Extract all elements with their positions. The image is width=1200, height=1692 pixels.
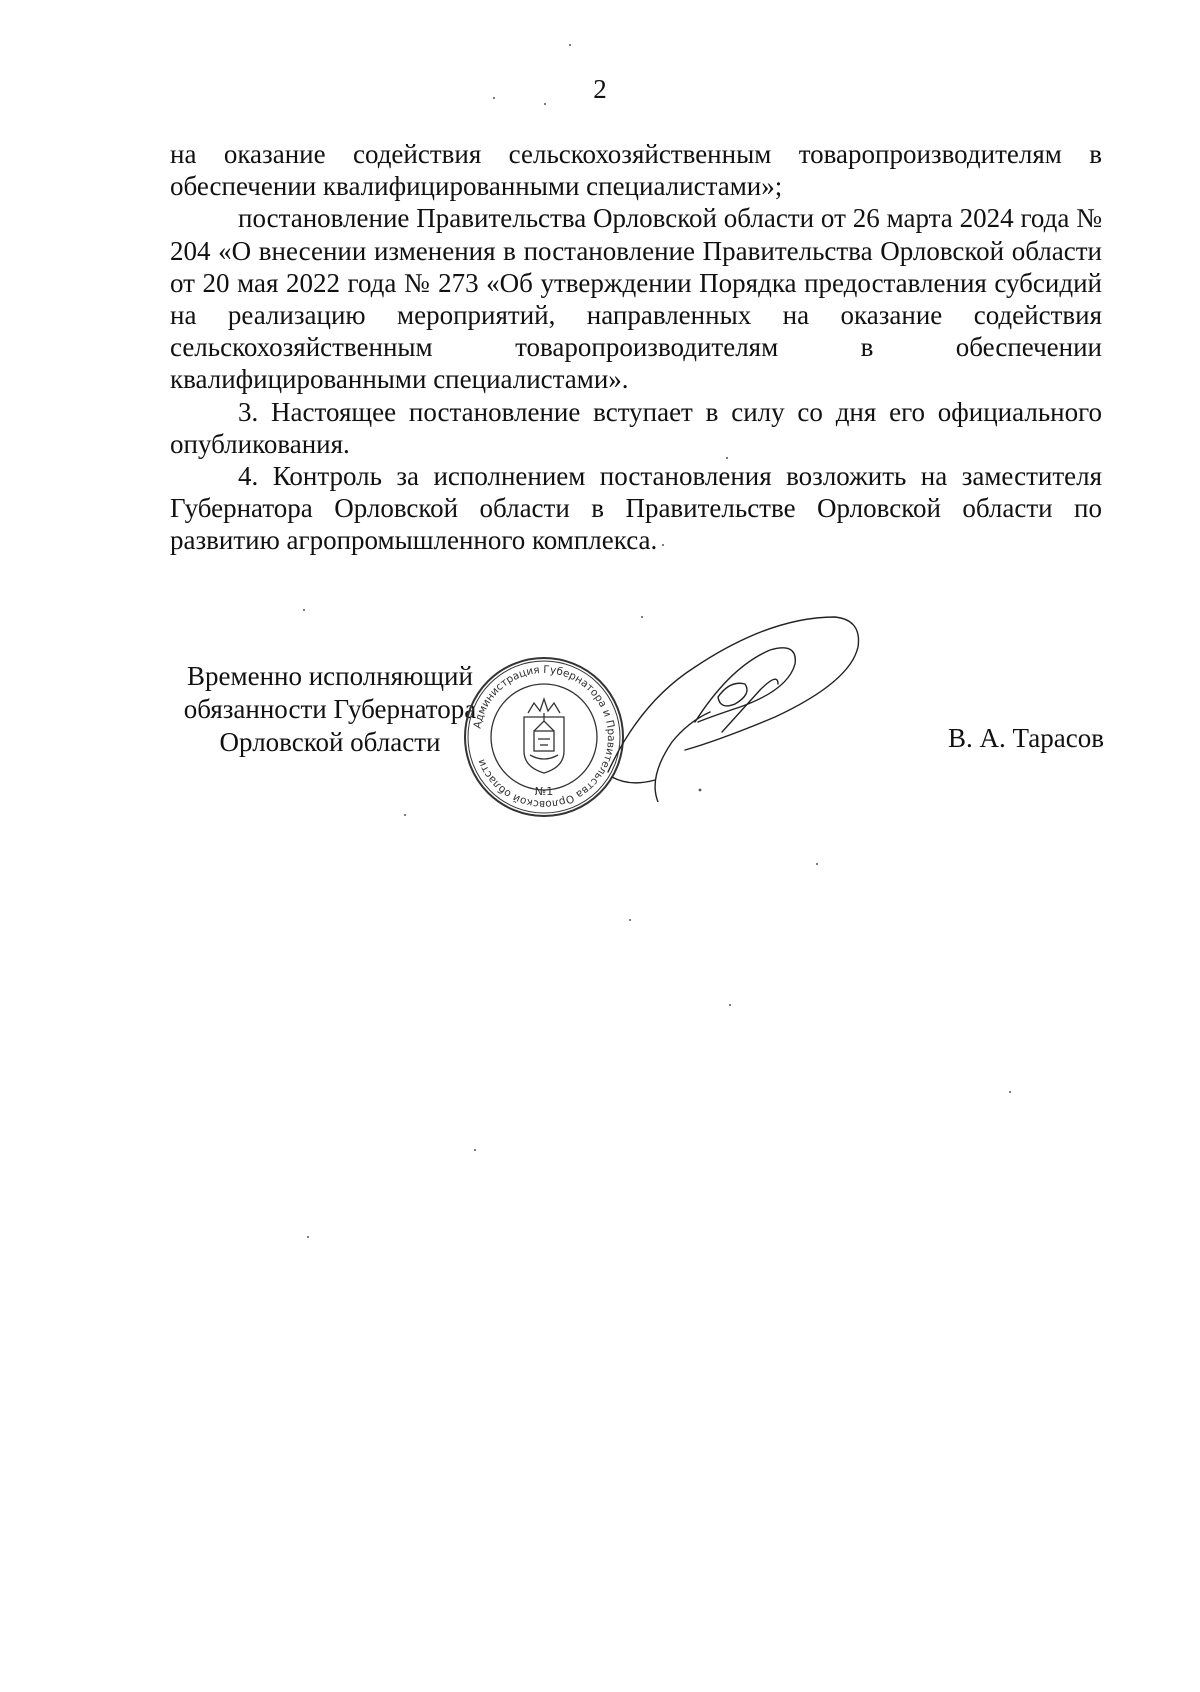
signer-name: В. А. Тарасов [947,723,1104,753]
paragraph-resolution-204: постановление Правительства Орловской области от 26 марта 2024 года № 204 «О внесении изменения в постановление Правительства Орловской области от 20 мая 2022 года № 273 «Об утверждении Порядка предоставления субсидий на реализацию мероприятий, направленных на оказание содействия сельскохозяйственным товаропроизводителям в обеспечении квалифицированными специалистами». [170,203,1102,395]
paragraph-continuation: на оказание содействия сельскохозяйственным товаропроизводителям в обеспечении квалифицированными специалистами»; [170,139,1102,202]
document-body [170,138,1102,557]
signer-position-line: Временно исполняющий [187,661,473,691]
signer-position-line: Орловской области [219,727,441,757]
signer-position [160,660,500,759]
signer-position-line: обязанности Губернатора [183,694,477,724]
seal-ring-text: Администрация Губернатора и Правительства Орловской области [471,663,618,811]
paragraph-item-4: 4. Контроль за исполнением постановления возложить на заместителя Губернатора Орловской области в Правительстве Орловской области по развитию агропромышленного комплекса. [170,461,1102,556]
coat-of-arms-icon [524,699,564,773]
signature-block [0,650,1200,850]
seal-number: №1 [534,785,554,798]
paragraph-item-3: 3. Настоящее постановление вступает в силу со дня его официального опубликования. [170,396,1102,459]
handwritten-signature [600,572,930,802]
page-number: 2 [593,74,607,104]
